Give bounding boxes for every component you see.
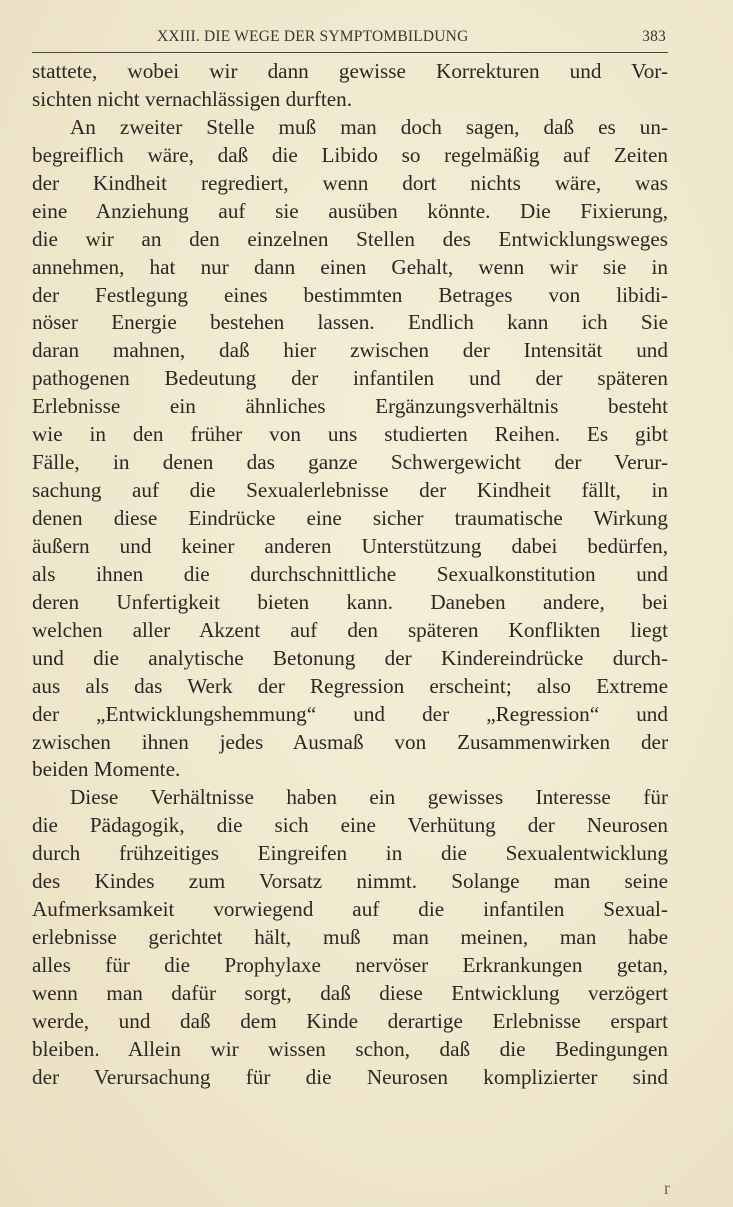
text-line: die Pädagogik, die sich eine Verhütung der Neurosen: [32, 813, 668, 838]
paragraph: [32, 114, 668, 785]
text-line: wie in den früher von uns studierten Reihen. Es gibt: [32, 422, 668, 447]
text-line: sachung auf die Sexualerlebnisse der Kindheit fällt, in: [32, 478, 668, 503]
text-line: werde, und daß dem Kinde derartige Erlebnisse erspart: [32, 1008, 668, 1033]
text-line: der Verursachung für die Neurosen komplizierter sind: [32, 1064, 668, 1089]
text-line: alles für die Prophylaxe nervöser Erkrankungen getan,: [32, 953, 668, 977]
text-line: aus als das Werk der Regression erscheint; also Extreme: [32, 673, 668, 698]
text-line: der Festlegung eines bestimmten Betrages von libidi-: [32, 282, 668, 307]
corner-pencil-mark: r: [664, 1178, 670, 1198]
text-line: Diese Verhältnisse haben ein gewisses Interesse für: [70, 785, 668, 810]
text-line: welchen aller Akzent auf den späteren Konflikten liegt: [32, 617, 668, 642]
text-line: Fälle, in denen das ganze Schwergewicht der Verur-: [32, 450, 668, 475]
running-head: [32, 28, 668, 50]
text-line: bleiben. Allein wir wissen schon, daß die Bedingungen: [32, 1036, 668, 1061]
text-line: der Kindheit regrediert, wenn dort nichts wäre, was: [32, 170, 668, 195]
body-text: [32, 58, 668, 1092]
text-line: Aufmerksamkeit vorwiegend auf die infantilen Sexual-: [32, 897, 668, 922]
paragraph: [32, 784, 668, 1091]
text-line: die wir an den einzelnen Stellen des Entwicklungsweges: [32, 226, 668, 251]
text-line: äußern und keiner anderen Unterstützung dabei bedürfen,: [32, 533, 668, 558]
text-line: daran mahnen, daß hier zwischen der Intensität und: [32, 338, 668, 363]
header-rule: [32, 52, 668, 53]
text-line: denen diese Eindrücke eine sicher traumatische Wirkung: [32, 506, 668, 530]
text-line: durch frühzeitiges Eingreifen in die Sexualentwicklung: [32, 841, 668, 866]
text-line: des Kindes zum Vorsatz nimmt. Solange man seine: [32, 869, 668, 894]
text-line: wenn man dafür sorgt, daß diese Entwicklung verzögert: [32, 980, 668, 1005]
text-line: eine Anziehung auf sie ausüben könnte. Die Fixierung,: [32, 198, 668, 223]
text-line: Erlebnisse ein ähnliches Ergänzungsverhältnis besteht: [32, 394, 668, 419]
text-line: An zweiter Stelle muß man doch sagen, daß es un-: [70, 114, 668, 139]
text-line: zwischen ihnen jedes Ausmaß von Zusammenwirken der: [32, 729, 668, 754]
text-line: der „Entwicklungshemmung“ und der „Regression“ und: [32, 701, 668, 726]
text-line: erlebnisse gerichtet hält, muß man meinen, man habe: [32, 925, 668, 950]
page-number: 383: [642, 28, 666, 45]
text-line: begreiflich wäre, daß die Libido so regelmäßig auf Zeiten: [32, 142, 668, 167]
text-line: annehmen, hat nur dann einen Gehalt, wenn wir sie in: [32, 254, 668, 279]
text-line: pathogenen Bedeutung der infantilen und der späteren: [32, 366, 668, 391]
text-line: deren Unfertigkeit bieten kann. Daneben andere, bei: [32, 589, 668, 614]
text-line: sichten nicht vernachlässigen durften.: [32, 86, 353, 111]
text-line: und die analytische Betonung der Kindereindrücke durch-: [32, 645, 668, 670]
text-line: als ihnen die durchschnittliche Sexualkonstitution und: [32, 561, 668, 586]
paragraph: [32, 58, 668, 114]
text-line: beiden Momente.: [32, 757, 181, 782]
text-line: nöser Energie bestehen lassen. Endlich kann ich Sie: [32, 310, 668, 335]
text-line: stattete, wobei wir dann gewisse Korrekturen und Vor-: [32, 59, 668, 83]
chapter-title: XXIII. DIE WEGE DER SYMPTOMBILDUNG: [157, 28, 469, 45]
